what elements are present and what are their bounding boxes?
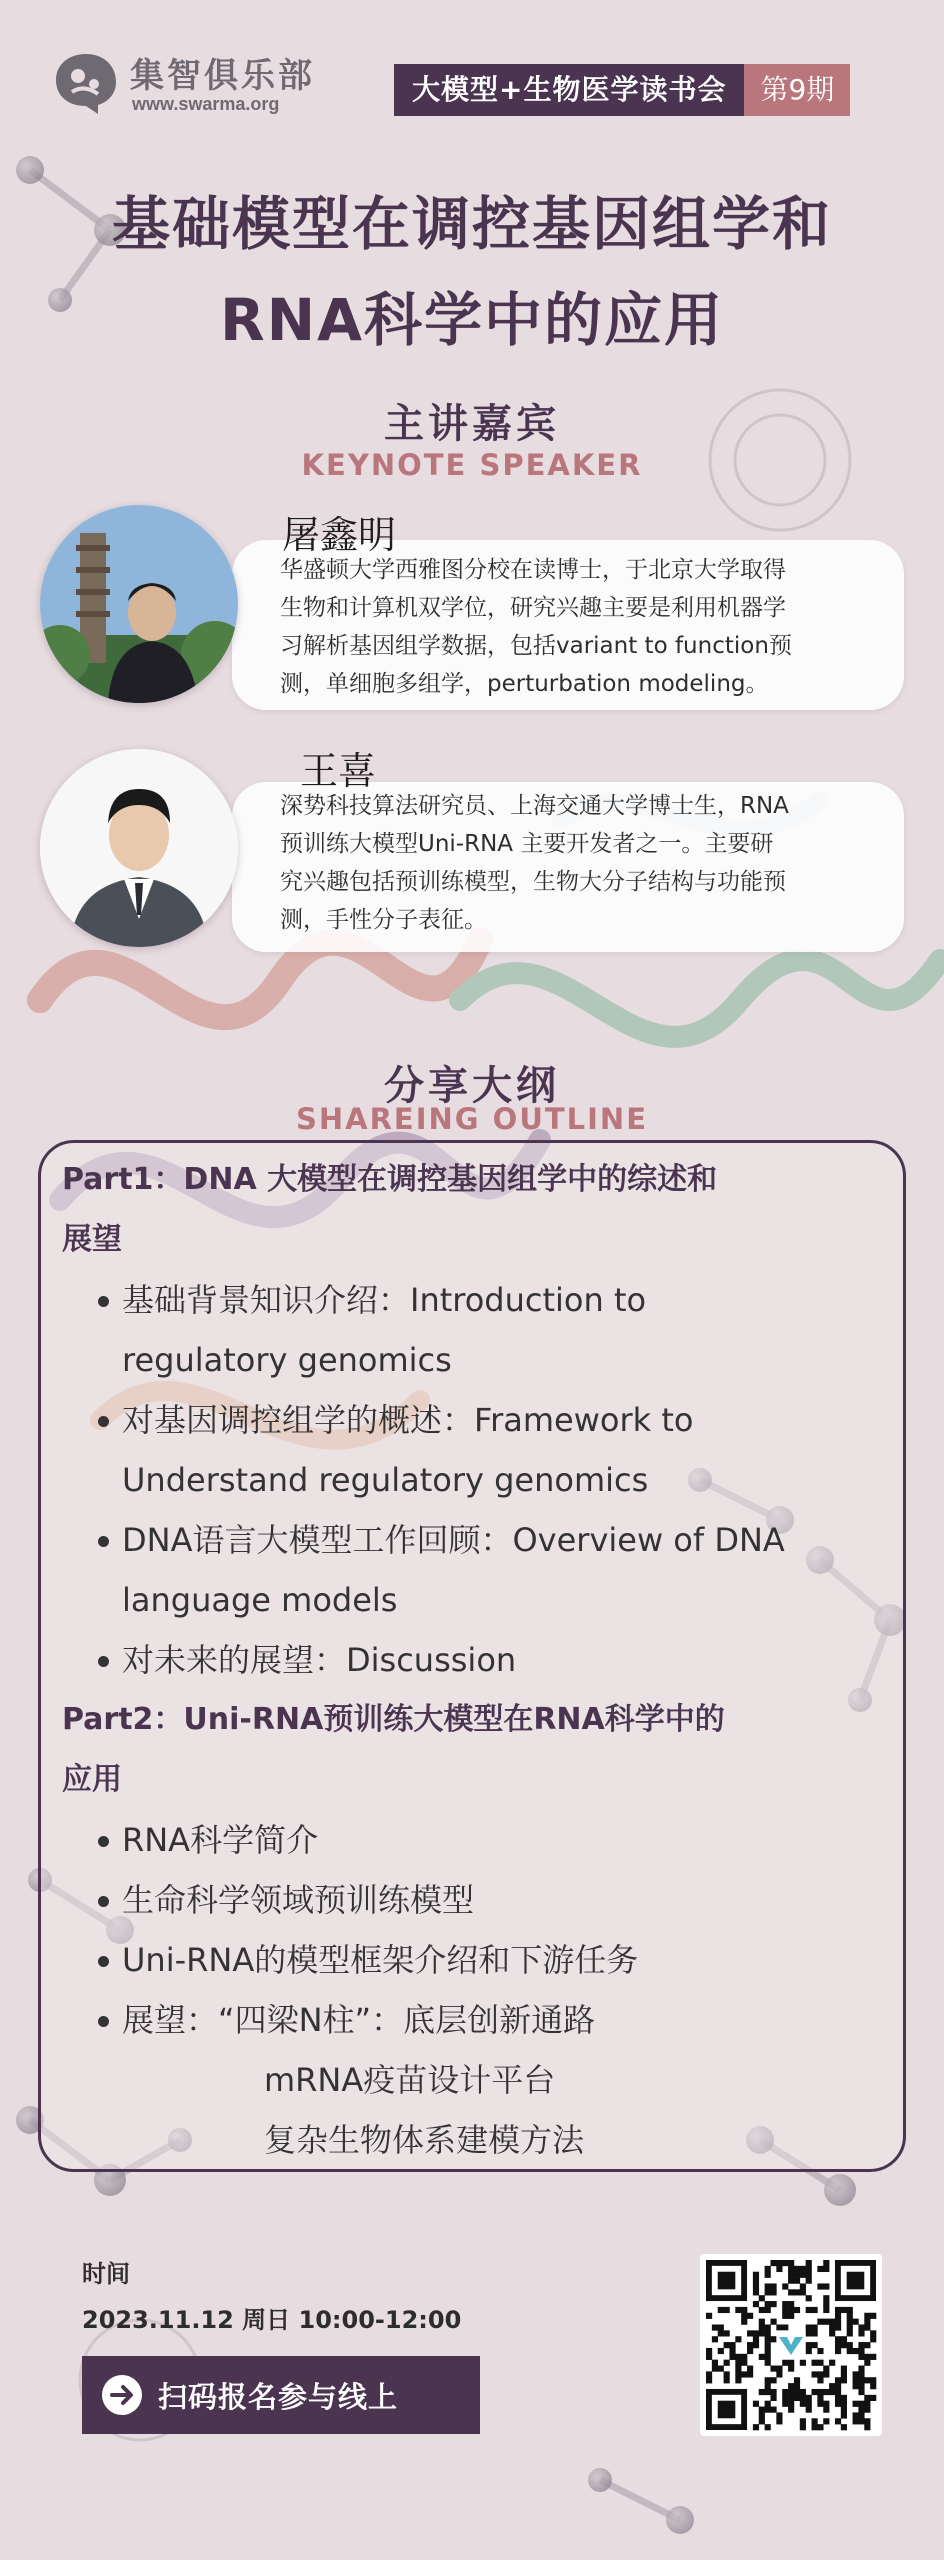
series-tag-label: 大模型+生物医学读书会 [394,64,744,116]
brain-logo-icon [50,48,122,120]
outline-item: DNA语言大模型工作回顾：Overview of DNA language models [122,1521,785,1619]
speaker-1-photo-icon [40,505,238,703]
outline-item: Uni-RNA的模型框架介绍和下游任务 [122,1941,639,1979]
register-button[interactable] [82,2356,480,2434]
speaker-2-photo-icon [40,749,238,947]
speakers-heading: 主讲嘉宾 [384,401,560,447]
bullet-icon [98,1296,109,1307]
arrow-right-icon [102,2375,142,2415]
outline-part-1-title: Part1：DNA 大模型在调控基因组学中的综述和 展望 [62,1162,718,1257]
speaker-1-bio: 华盛顿大学西雅图分校在读博士，于北京大学取得 生物和计算机双学位，研究兴趣主要是利用机器学 习解析基因组学数据，包括variant to function预 测，单细胞多组学，perturbation modeling。 [280,557,792,697]
title-line-1: 基础模型在调控基因组学和 [111,190,832,258]
series-tag [394,64,850,116]
logo-name: 集智俱乐部 [130,56,315,96]
title-line-2: RNA科学中的应用 [219,286,725,354]
bullet-icon [98,1656,109,1667]
outline-item: 生命科学领域预训练模型 [122,1881,475,1919]
speaker-1-name: 屠鑫明 [282,513,397,557]
page-title [0,176,944,368]
outline-item: 对基因调控组学的概述：Framework to Understand regulatory genomics [122,1401,694,1499]
qr-code[interactable] [700,2254,882,2436]
issue-tag-label: 第9期 [744,64,850,116]
time-value: 2023.11.12 周日 10:00-12:00 [82,2306,462,2334]
outline-heading: 分享大纲 [384,1063,560,1109]
outline-item: 对未来的展望：Discussion [122,1641,517,1679]
qr-code-icon [700,2254,882,2436]
speakers-heading-en: KEYNOTE SPEAKER [301,448,643,482]
speaker-1-avatar [40,505,238,703]
bullet-icon [98,1536,109,1547]
brand-logo [50,44,320,124]
outline-heading-en: SHAREING OUTLINE [295,1102,649,1136]
speaker-2-name: 王喜 [300,749,377,793]
outline-item: 基础背景知识介绍：Introduction to regulatory genomics [122,1281,647,1379]
outline-sub-item: 复杂生物体系建模方法 [264,2121,585,2159]
bullet-icon [98,1956,109,1967]
bullet-icon [98,1896,109,1907]
time-label: 时间 [82,2260,130,2288]
outline-item: 展望：“四梁N柱”：底层创新通路 [122,2001,596,2039]
outline-sub-item: mRNA疫苗设计平台 [264,2061,556,2099]
speaker-2-bio: 深势科技算法研究员、上海交通大学博士生，RNA 预训练大模型Uni-RNA 主要开发者之一。主要研 究兴趣包括预训练模型，生物大分子结构与功能预 测，手性分子表征。 [280,793,789,933]
logo-url: www.swarma.org [132,94,280,114]
speaker-2-avatar [40,749,238,947]
outline-part-2-title: Part2：Uni-RNA预训练大模型在RNA科学中的 应用 [62,1702,725,1797]
bullet-icon [98,2016,109,2027]
register-button-label: 扫码报名参与线上 [158,2379,399,2414]
bullet-icon [98,1836,109,1847]
bullet-icon [98,1416,109,1427]
outline-item: RNA科学简介 [122,1821,319,1859]
